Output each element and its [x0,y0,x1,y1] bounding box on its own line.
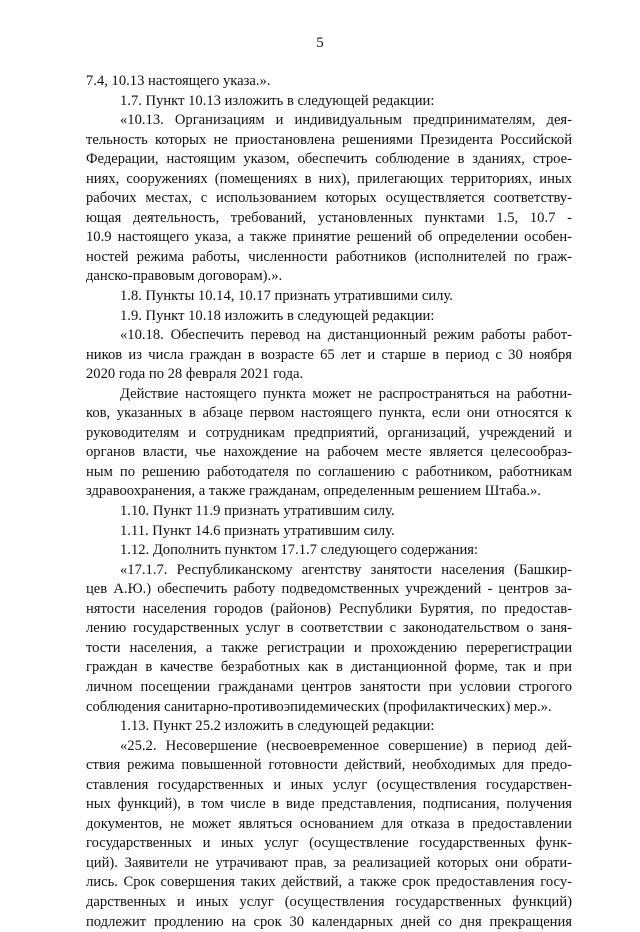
text-line: ностей режима работы, численности работников (исполнителей по граж- [86,248,572,265]
text-line: дарственных и иных услуг (осуществления государственных функций) [86,893,572,910]
text-line: тости населения, а также регистрации и прохождению перерегистрации [86,639,572,656]
text-line: «17.1.7. Республиканскому агентству занятости населения (Башкир- [120,561,572,578]
text-line: 1.9. Пункт 10.18 изложить в следующей редакции: [120,307,435,324]
text-line: ставления государственных и иных услуг (осуществления государствен- [86,776,572,793]
text-line: 1.11. Пункт 14.6 признать утратившим силу. [120,522,395,539]
text-line: ющая деятельность, требований, установленных пунктами 1.5, 10.7 - [86,209,572,226]
text-line: руководителям и сотрудникам предприятий, организаций, учреждений и [86,424,572,441]
text-line: лись. Срок совершения таких действий, а также срок предоставления госу- [86,874,572,891]
text-line: ным по решению работодателя по соглашению с работником, работникам [86,463,572,480]
text-line: ствия режима повышенной готовности действий, необходимых для предо- [86,757,572,774]
text-line: 1.8. Пункты 10.14, 10.17 признать утратившими силу. [120,288,453,305]
page-number: 5 [316,35,324,51]
text-line: данско-правовым договорам).». [86,268,283,285]
text-line: соблюдения санитарно-противоэпидемических (профилактических) мер.». [86,698,552,715]
text-line: граждан в качестве безработных как в дистанционной форме, так и при [86,659,572,676]
text-line: ников из числа граждан в возрасте 65 лет и старше в период с 30 ноября [86,346,572,363]
document-body [86,72,572,932]
text-line: 1.7. Пункт 10.13 изложить в следующей редакции: [120,92,435,109]
text-line: 2020 года по 28 февраля 2021 года. [86,366,304,383]
text-line: Федерации, настоящим указом, обеспечить соблюдение в зданиях, строе- [86,151,572,168]
text-line: «10.13. Организациям и индивидуальным предпринимателям, дея- [120,112,572,129]
text-line: здравоохранения, а также гражданам, определенным решением Штаба.». [86,483,541,500]
text-line: Действие настоящего пункта может не распространяться на работни- [120,385,572,402]
text-line: рабочих местах, с использованием которых осуществляется соответству- [86,190,572,207]
text-line: государственных и иных услуг (осуществление государственных функ- [86,835,572,852]
text-line: 7.4, 10.13 настоящего указа.». [86,73,271,89]
text-line: 1.13. Пункт 25.2 изложить в следующей редакции: [120,718,435,735]
text-line: ниях, сооружениях (помещениях в них), прилегающих территориях, иных [86,170,572,187]
text-line: ков, указанных в абзаце первом настоящего пункта, если они относятся к [86,405,572,422]
text-line: личном посещении гражданами центров занятости при условии строгого [86,678,572,695]
text-line: 1.10. Пункт 11.9 признать утратившим силу. [120,503,395,520]
text-line: 10.9 настоящего указа, а также принятие решений об определении особен- [86,229,572,246]
text-line: цев А.Ю.) обеспечить работу подведомственных учреждений - центров за- [86,581,572,598]
text-line: «10.18. Обеспечить перевод на дистанционный режим работы работ- [120,327,572,344]
text-line: тельность которых не приостановлена решениями Президента Российской [86,131,572,148]
text-line: подлежит продлению на срок 30 календарных дней со дня прекращения [86,913,572,930]
text-line: «25.2. Несовершение (несвоевременное совершение) в период дей- [120,737,572,754]
text-line: лению государственных услуг в соответствии с законодательством о заня- [86,620,572,637]
text-line: документов, не может являться основанием для отказа в предоставлении [86,815,572,832]
text-line: нятости населения городов (районов) Республики Бурятия, по предостав- [86,600,572,617]
text-line: ных функций), в том числе в виде представления, подписания, получения [86,796,572,813]
text-line: органов власти, чье нахождение на рабочем месте является целесообраз- [86,444,572,461]
text-line: 1.12. Дополнить пунктом 17.1.7 следующего содержания: [120,542,479,559]
text-line: ций). Заявители не утрачивают прав, за реализацией которых они обрати- [86,854,572,871]
